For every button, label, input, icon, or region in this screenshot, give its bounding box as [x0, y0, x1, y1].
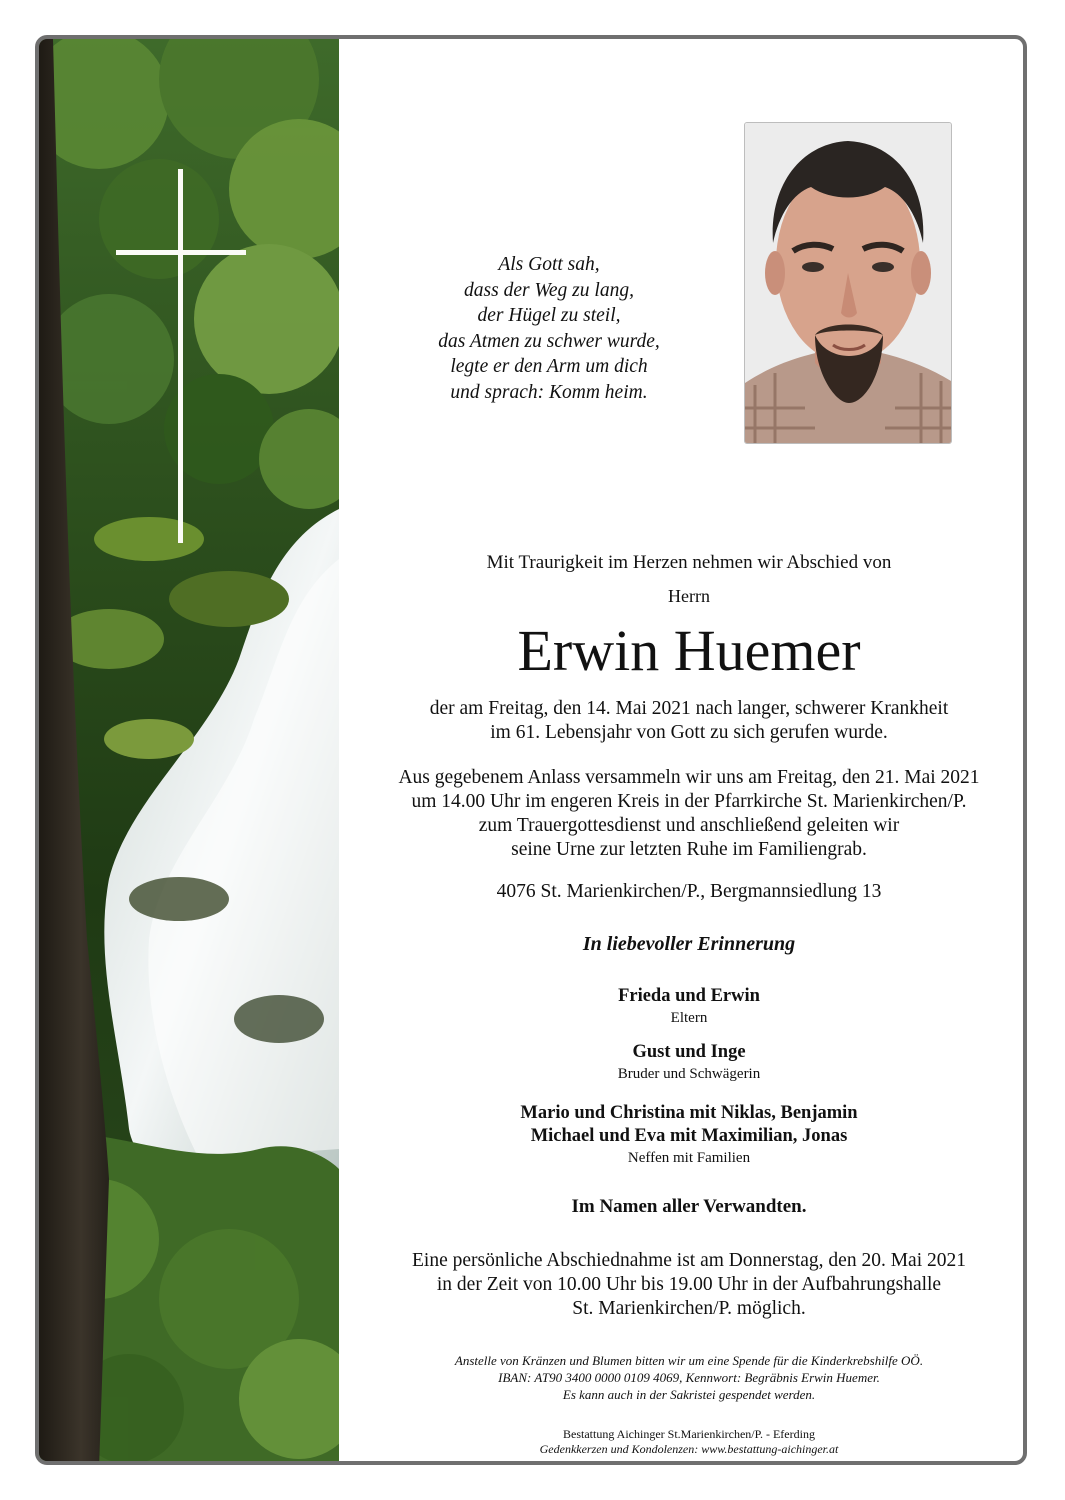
family-names: Mario und Christina mit Niklas, Benjamin: [520, 1103, 858, 1123]
poem-line: dass der Weg zu lang,: [464, 279, 634, 301]
family-group: [339, 1102, 1027, 1168]
address: 4076 St. Marienkirchen/P., Bergmannsiedlung 13: [496, 881, 882, 902]
death-line: der am Freitag, den 14. Mai 2021 nach langer, schwerer Krankheit: [429, 698, 949, 719]
farewell-line: St. Marienkirchen/P. möglich.: [572, 1298, 806, 1319]
service-notice: [339, 766, 1027, 862]
poem-line: Als Gott sah,: [498, 254, 600, 275]
forest-stream-image: [39, 39, 339, 1461]
death-notice: [339, 697, 1027, 745]
family-names: Frieda und Erwin: [618, 986, 760, 1006]
salutation: Herrn: [668, 586, 710, 606]
portrait-photo: [744, 122, 952, 444]
family-names: Gust und Inge: [632, 1042, 746, 1062]
donation-line: IBAN: AT90 3400 0000 0109 4069, Kennwort: Begräbnis Erwin Huemer.: [498, 1370, 880, 1385]
cross-horizontal-bar: [116, 250, 246, 255]
cross-vertical-bar: [178, 169, 183, 543]
obituary-card: [35, 35, 1027, 1465]
death-line: im 61. Lebensjahr von Gott zu sich gerufen wurde.: [490, 722, 888, 743]
farewell-line: Eine persönliche Abschiednahme ist am Donnerstag, den 20. Mai 2021: [412, 1250, 966, 1271]
service-line: zum Trauergottesdienst und anschließend geleiten wir: [478, 815, 900, 836]
family-group: [339, 1041, 1027, 1084]
poem: [379, 252, 719, 405]
service-line: um 14.00 Uhr im engeren Kreis in der Pfarrkirche St. Marienkirchen/P.: [411, 791, 967, 812]
intro-text: Mit Traurigkeit im Herzen nehmen wir Abschied von: [486, 552, 892, 573]
donation-line: Anstelle von Kränzen und Blumen bitten wir um eine Spende für die Kinderkrebshilfe OÖ.: [454, 1353, 924, 1368]
footer-company: Bestattung Aichinger St.Marienkirchen/P. - Eferding: [563, 1427, 815, 1441]
poem-line: der Hügel zu steil,: [477, 305, 621, 326]
obituary-text: [339, 39, 1027, 1461]
portrait-illustration: [745, 123, 951, 443]
farewell-line: in der Zeit von 10.00 Uhr bis 19.00 Uhr in der Aufbahrungshalle: [436, 1274, 942, 1295]
service-line: seine Urne zur letzten Ruhe im Familiengrab.: [511, 839, 867, 860]
footer: [339, 1427, 1027, 1457]
donation-line: Es kann auch in der Sakristei gespendet werden.: [562, 1387, 816, 1402]
family-relation: Neffen mit Familien: [627, 1150, 751, 1166]
poem-line: legte er den Arm um dich: [450, 356, 648, 377]
family-group: [339, 985, 1027, 1028]
footer-website: Gedenkkerzen und Kondolenzen: www.bestattung-aichinger.at: [539, 1442, 839, 1456]
poem-line: und sprach: Komm heim.: [450, 381, 648, 403]
family-names: Michael und Eva mit Maximilian, Jonas: [530, 1126, 848, 1146]
all-relatives: Im Namen aller Verwandten.: [571, 1196, 807, 1217]
poem-line: das Atmen zu schwer wurde,: [438, 330, 660, 352]
family-relation: Bruder und Schwägerin: [617, 1066, 761, 1082]
donation-notice: [339, 1352, 1027, 1403]
farewell-notice: [339, 1249, 1027, 1321]
family-relation: Eltern: [670, 1010, 708, 1026]
service-line: Aus gegebenem Anlass versammeln wir uns am Freitag, den 21. Mai 2021: [398, 767, 980, 788]
memory-heading: In liebevoller Erinnerung: [582, 933, 796, 955]
deceased-name: Erwin Huemer: [517, 618, 861, 683]
